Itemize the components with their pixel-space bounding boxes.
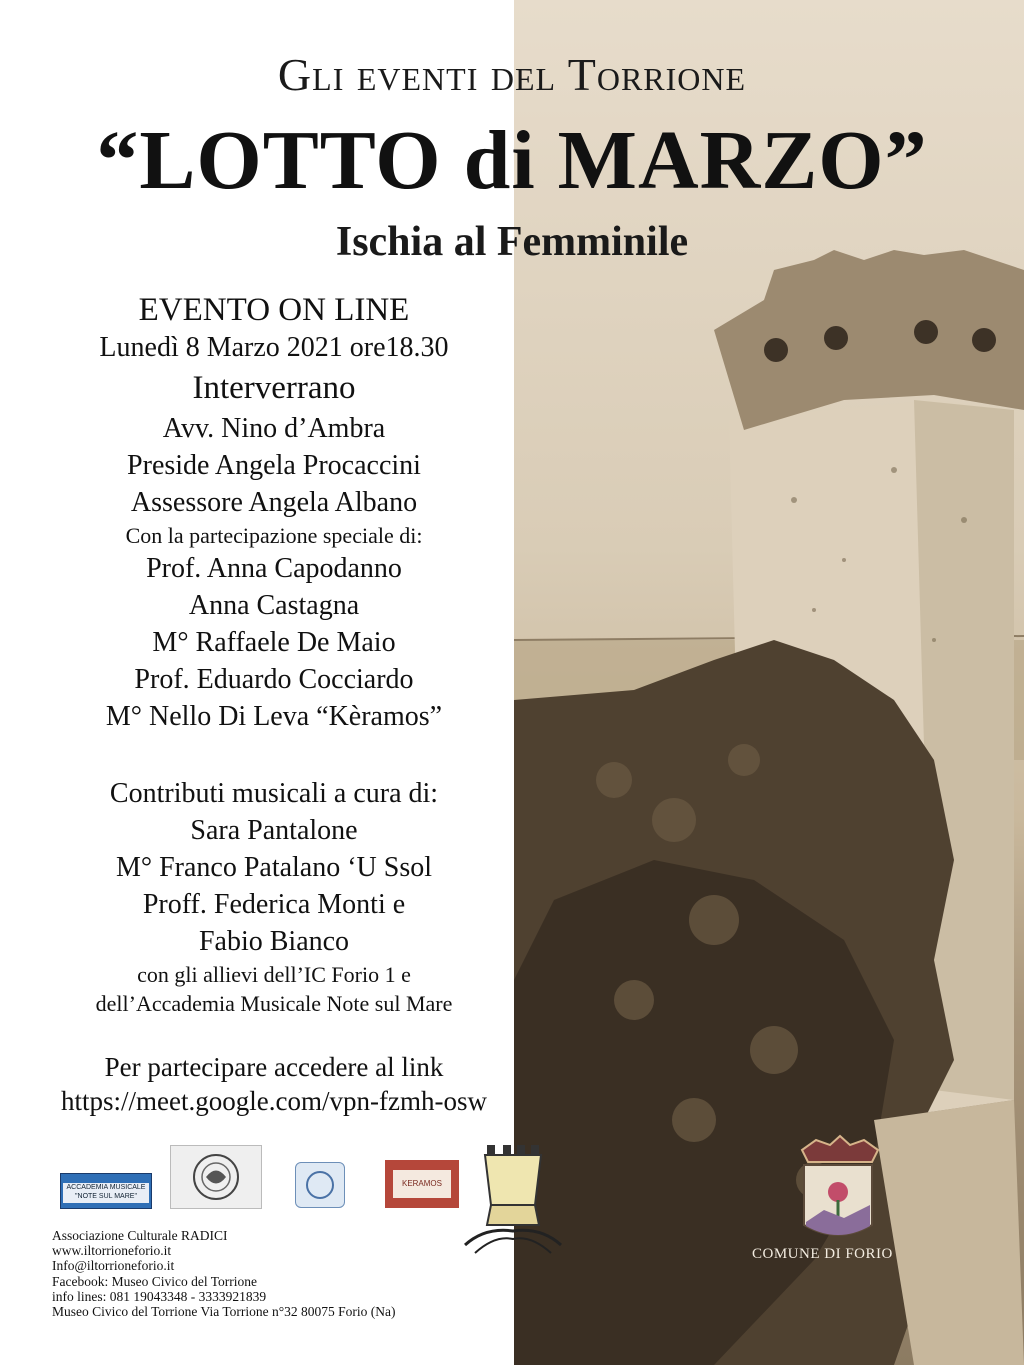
music-item: Sara Pantalone	[190, 815, 358, 846]
speakers-heading: Interverrano	[192, 370, 356, 406]
speaker-item: Avv. Nino d’Ambra	[162, 413, 386, 444]
comune-coat-of-arms-icon	[802, 1136, 878, 1235]
speaker-item: Preside Angela Procaccini	[127, 450, 421, 481]
link-intro: Per partecipare accedere al link	[104, 1052, 444, 1082]
special-heading: Con la partecipazione speciale di:	[125, 523, 423, 548]
footer-line: Associazione Culturale RADICI	[52, 1228, 228, 1243]
special-item: Prof. Anna Capodanno	[146, 553, 402, 584]
speaker-item: Assessore Angela Albano	[130, 487, 418, 518]
music-item: M° Franco Patalano ‘U Ssol	[115, 852, 433, 883]
comune-label: COMUNE DI FORIO	[752, 1246, 893, 1262]
event-datetime: Lunedì 8 Marzo 2021 ore18.30	[99, 332, 449, 363]
accademia-logo	[60, 1173, 152, 1209]
keramos-logo-label: KERAMOS	[393, 1170, 451, 1198]
accademia-logo-label: ACCADEMIA MUSICALE "NOTE SUL MARE"	[63, 1183, 149, 1203]
special-item: Anna Castagna	[188, 590, 360, 621]
event-type: EVENTO ON LINE	[138, 292, 410, 328]
torrione-association-logo	[455, 1135, 571, 1261]
footer-website[interactable]: www.iltorrioneforio.it	[52, 1243, 172, 1259]
music-item: Fabio Bianco	[198, 926, 350, 957]
event-subtitle: Ischia al Femminile	[335, 219, 689, 265]
meeting-link[interactable]: https://meet.google.com/vpn-fzmh-osw	[61, 1086, 487, 1116]
radici-seal-logo	[170, 1145, 262, 1209]
special-item: M° Raffaele De Maio	[152, 627, 396, 658]
footer-line: info lines: 081 19043348 - 3333921839	[52, 1288, 267, 1304]
keramos-logo	[385, 1160, 459, 1208]
footer-contacts	[52, 1228, 396, 1319]
footer-line: Facebook: Museo Civico del Torrione	[52, 1273, 258, 1289]
music-note: con gli allievi dell’IC Forio 1 e	[137, 962, 411, 987]
music-heading: Contributi musicali a cura di:	[109, 778, 439, 809]
event-details	[30, 290, 518, 735]
special-item: Prof. Eduardo Cocciardo	[134, 664, 414, 695]
footer-email[interactable]: Info@iltorrioneforio.it	[52, 1258, 175, 1274]
music-note: dell’Accademia Musicale Note sul Mare	[95, 991, 453, 1016]
forio-badge-logo	[295, 1162, 345, 1208]
footer-line: Museo Civico del Torrione Via Torrione n°32 80075 Forio (Na)	[52, 1304, 396, 1320]
special-item: M° Nello Di Leva “Kèramos”	[105, 701, 443, 732]
link-section	[30, 1050, 518, 1118]
music-item: Proff. Federica Monti e	[142, 889, 406, 920]
event-title: “LOTTO di MARZO”	[96, 114, 928, 207]
music-section	[30, 775, 518, 1018]
series-title: Gli eventi del Torrione	[277, 49, 747, 100]
